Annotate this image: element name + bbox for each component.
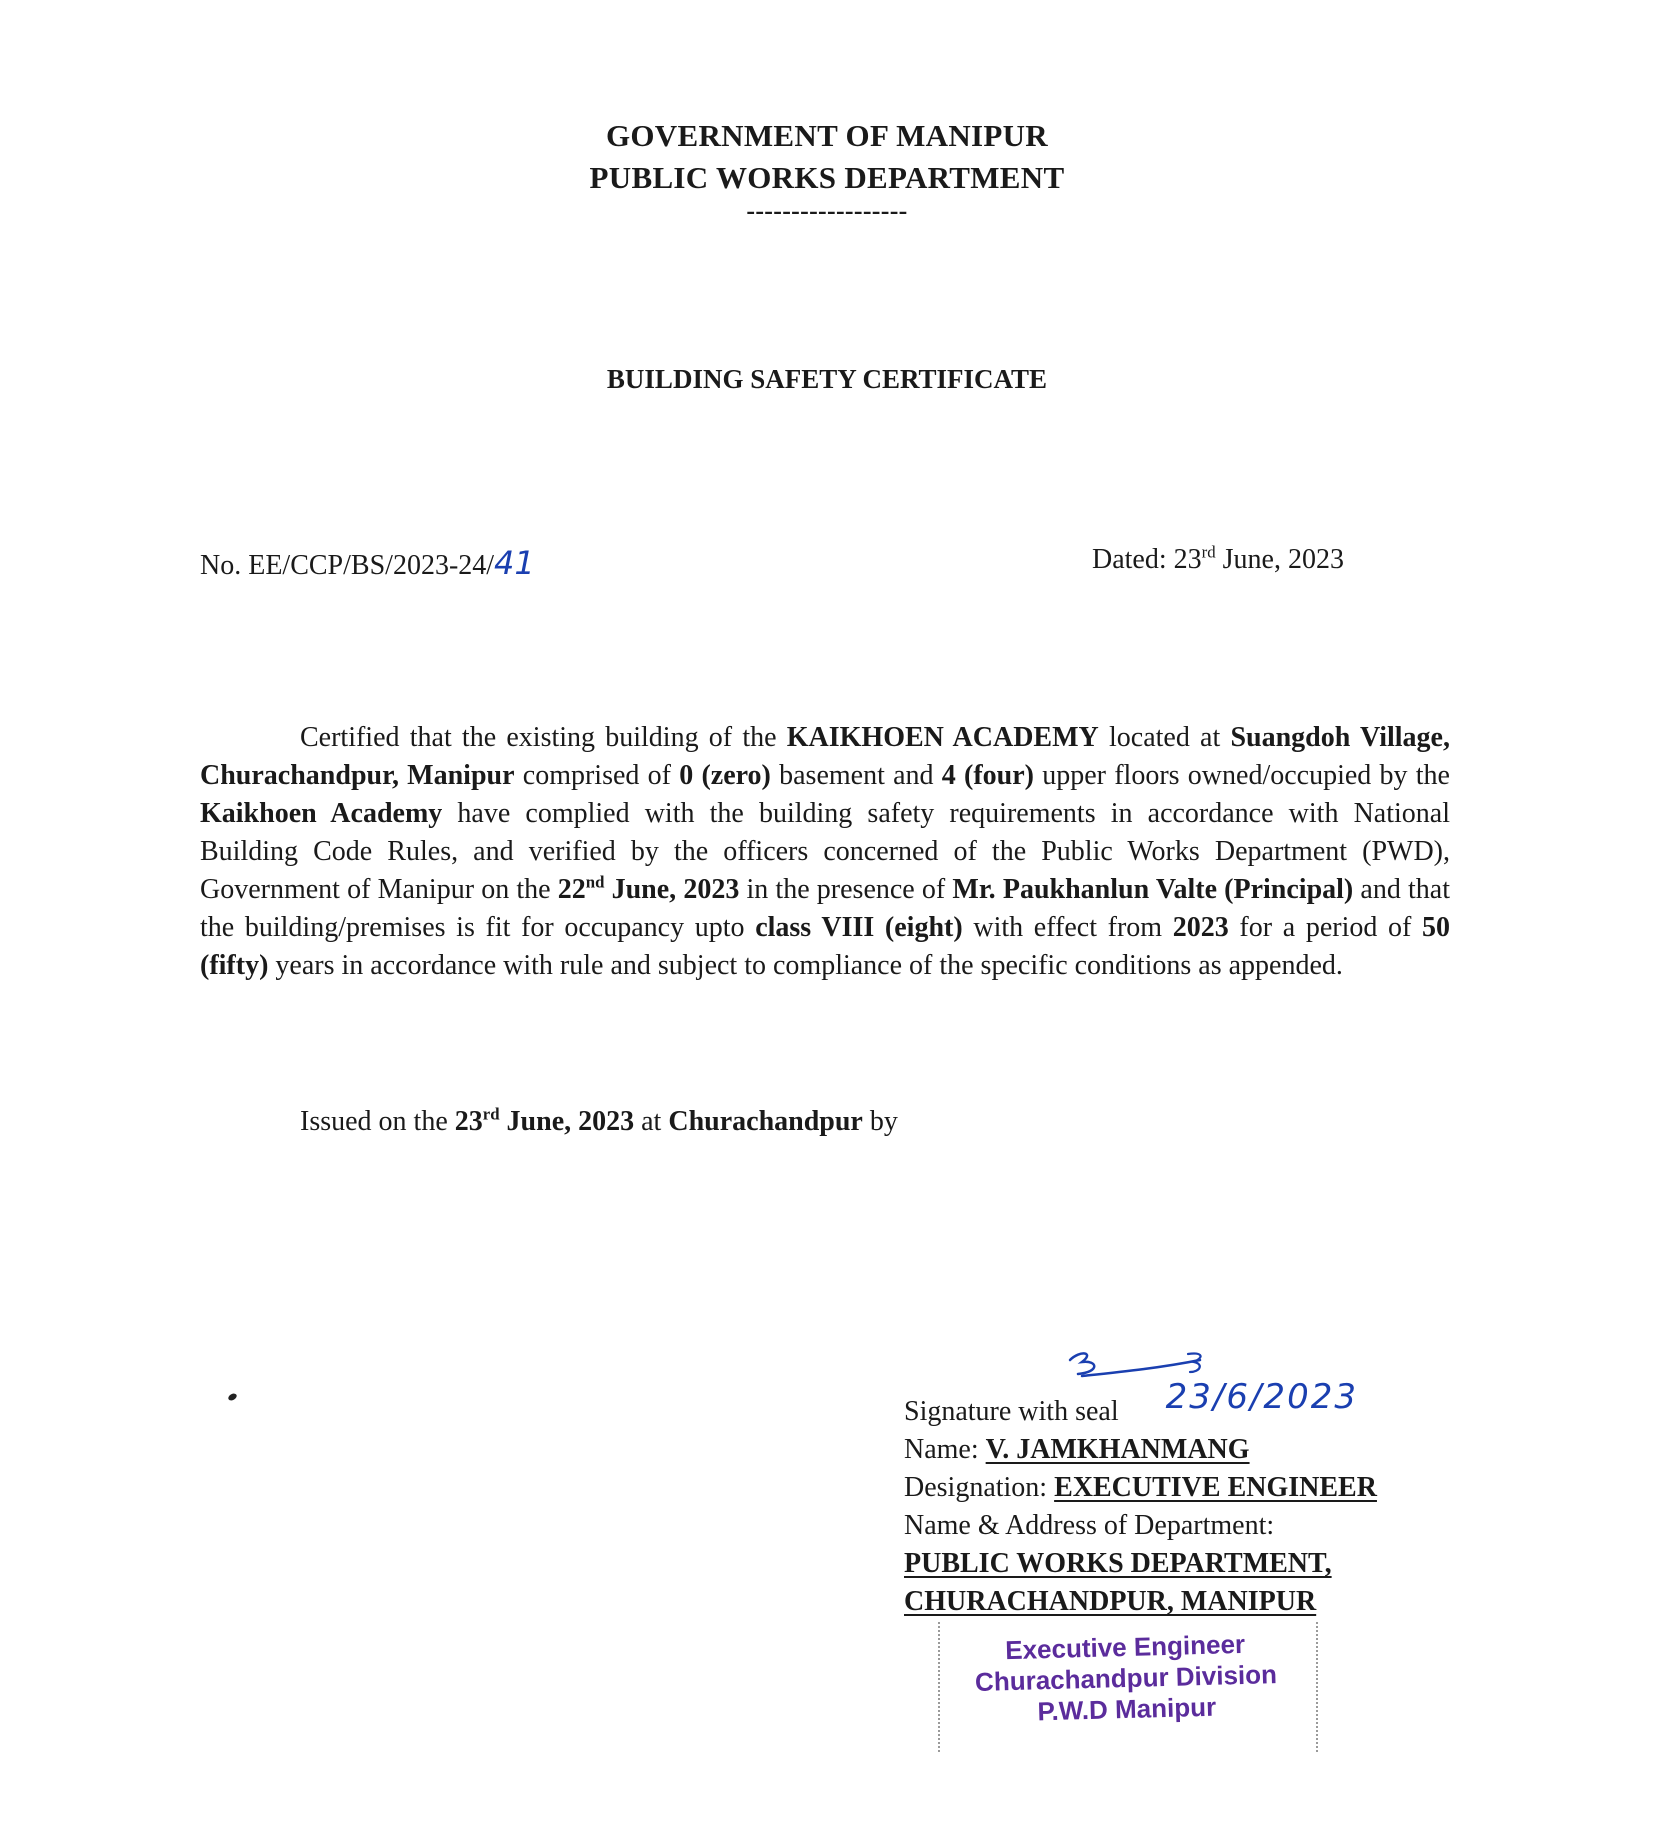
body-text: and that the building/premises is fit for occupancy upto bbox=[200, 874, 1450, 943]
body-text: have complied with the building safety requirements in accordance with National Building Code Rules, and verified by the officers concerned of the Public Works Department (PWD), Government of Manipur on the bbox=[200, 798, 1450, 905]
issued-place: Churachandpur bbox=[668, 1106, 863, 1137]
basement-count: 0 (zero) bbox=[679, 760, 771, 791]
location: Suangdoh Village, Churachandpur, Manipur bbox=[200, 722, 1450, 791]
header-department: PUBLIC WORKS DEPARTMENT bbox=[589, 160, 1065, 195]
owner-name: Kaikhoen Academy bbox=[200, 798, 443, 829]
signature-label-row bbox=[904, 1377, 1377, 1431]
issued-text: at bbox=[634, 1106, 669, 1137]
issued-month-year: June, 2023 bbox=[499, 1106, 635, 1137]
floor-count: 4 (four) bbox=[941, 760, 1034, 791]
signature-block bbox=[904, 1377, 1377, 1621]
body-text: with effect from bbox=[962, 912, 1173, 943]
reference-number bbox=[200, 544, 535, 582]
name-row bbox=[904, 1431, 1377, 1469]
verification-ordinal: nd bbox=[585, 872, 605, 892]
body-text: upper floors owned/occupied by the bbox=[1034, 760, 1450, 791]
name-label: Name: bbox=[904, 1434, 986, 1465]
stamp-title: Executive Engineer bbox=[1004, 1628, 1246, 1666]
occupancy-class: class VIII (eight) bbox=[755, 912, 963, 943]
verification-date bbox=[558, 874, 740, 905]
principal-name: Mr. Paukhanlun Valte (Principal) bbox=[952, 874, 1354, 905]
designation-label: Designation: bbox=[904, 1472, 1055, 1503]
effective-year: 2023 bbox=[1172, 912, 1229, 943]
header-rule: ------------------ bbox=[746, 196, 908, 225]
ink-mark bbox=[227, 1392, 238, 1402]
verification-day: 22 bbox=[557, 874, 586, 905]
body-text: years in accordance with rule and subject to compliance of the specific conditions as appended. bbox=[268, 950, 1343, 981]
body-text: basement and bbox=[770, 760, 942, 791]
stamp-department: P.W.D Manipur bbox=[1037, 1691, 1217, 1727]
body-text: for a period of bbox=[1228, 912, 1422, 943]
issued-text: by bbox=[862, 1106, 898, 1137]
body-text: located at bbox=[1098, 722, 1231, 753]
department-address: CHURACHANDPUR, MANIPUR bbox=[904, 1586, 1317, 1617]
handwritten-date: 23/6/2023 bbox=[1165, 1377, 1358, 1417]
reference-date bbox=[1092, 544, 1344, 576]
reference-number-handwritten: 41 bbox=[494, 544, 535, 582]
institution-name: KAIKHOEN ACADEMY bbox=[786, 722, 1099, 753]
stamp-division: Churachandpur Division bbox=[974, 1659, 1278, 1697]
validity-period: 50 (fifty) bbox=[200, 912, 1450, 981]
department-label: Name & Address of Department: bbox=[904, 1510, 1275, 1541]
officer-designation: EXECUTIVE ENGINEER bbox=[1054, 1472, 1377, 1503]
reference-number-prefix: No. EE/CCP/BS/2023-24/ bbox=[200, 550, 495, 581]
signature-label: Signature with seal bbox=[904, 1396, 1119, 1427]
issued-text: Issued on the bbox=[300, 1106, 455, 1137]
body-text: comprised of bbox=[514, 760, 680, 791]
header-government: GOVERNMENT OF MANIPUR bbox=[605, 118, 1048, 153]
document-title: BUILDING SAFETY CERTIFICATE bbox=[606, 364, 1048, 394]
issued-date bbox=[455, 1106, 634, 1137]
department-name: PUBLIC WORKS DEPARTMENT, bbox=[904, 1548, 1332, 1579]
date-ordinal: rd bbox=[1201, 542, 1216, 562]
date-label: Dated: 23 bbox=[1092, 544, 1202, 575]
officer-name: V. JAMKHANMANG bbox=[985, 1434, 1250, 1465]
official-stamp bbox=[939, 1627, 1313, 1730]
date-rest: June, 2023 bbox=[1215, 544, 1344, 575]
certificate-body bbox=[200, 719, 1450, 985]
issued-day: 23 bbox=[454, 1106, 483, 1137]
body-text: Certified that the existing building of the bbox=[300, 722, 787, 753]
designation-row bbox=[904, 1469, 1377, 1507]
issued-line bbox=[300, 1106, 898, 1138]
verification-month-year: June, 2023 bbox=[604, 874, 740, 905]
body-text: in the presence of bbox=[739, 874, 953, 905]
issued-ordinal: rd bbox=[482, 1104, 500, 1124]
